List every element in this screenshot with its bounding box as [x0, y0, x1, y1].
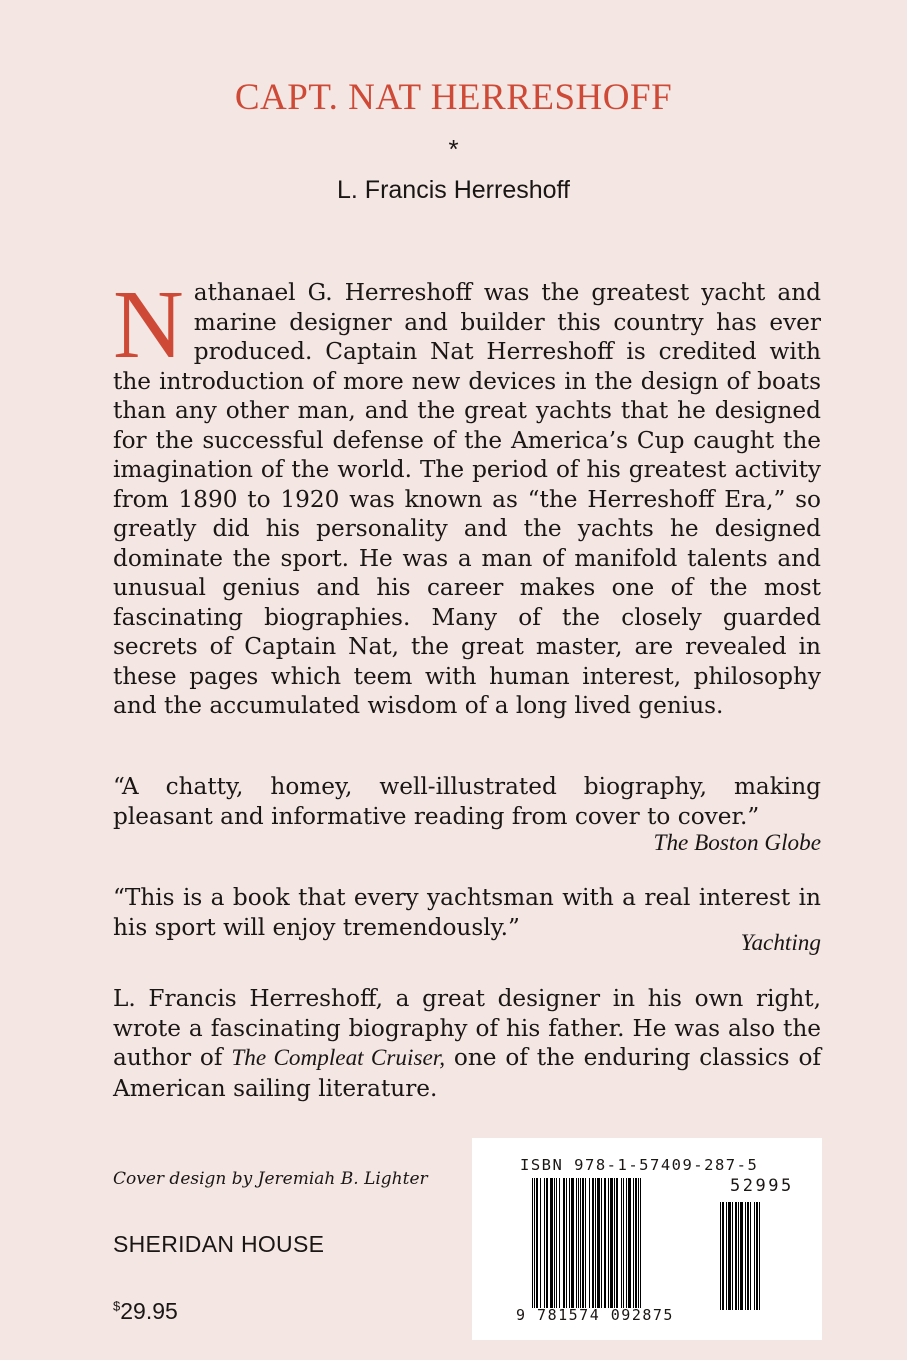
drop-cap: N — [113, 271, 184, 379]
barcode-gap — [641, 1178, 642, 1308]
price — [113, 1298, 178, 1325]
author-name: L. Francis Herreshoff — [337, 176, 570, 204]
price-supplement-number: 52995 — [730, 1176, 794, 1196]
review-source-2: Yachting — [740, 930, 821, 956]
author-bio-after: one of the enduring classics of American sailing literature. — [113, 1044, 821, 1102]
book-description — [113, 271, 821, 721]
ean-barcode — [532, 1178, 712, 1308]
ean-number: 9 781574 092875 — [516, 1306, 674, 1324]
author-bio-book-title: The Compleat Cruiser, — [231, 1045, 446, 1071]
title-separator: * — [448, 134, 459, 164]
review-quote-2: “This is a book that every yachtsman with a real interest in his sport will enjoy tremendously.” — [113, 884, 821, 941]
cover-credit: Cover design by Jeremiah B. Lighter — [113, 1169, 428, 1189]
barcode-gap — [760, 1202, 762, 1310]
price-amount: 29.95 — [120, 1298, 178, 1324]
author-bio — [113, 984, 821, 1103]
description-text: athanael G. Herreshoff was the greatest yacht and marine designer and builder this country has ever produced. Captain Nat Herreshoff is credited with the introduction of more new devices in the design of boats than any other man, and the great yachts that he designed for the successful defense of the America’s Cup caught the imagination of the world. The period of his greatest activity from 1890 to 1920 was known as “the Herreshoff Era,” so greatly did his personality and the yachts he designed dominate the sport. He was a man of manifold talents and unusual genius and his career makes one of the most fascinating biographies. Many of the closely guarded secrets of Captain Nat, the great master, are revealed in these pages which teem with human interest, philosophy and the accumulated wisdom of a long lived genius. — [113, 279, 821, 719]
supplement-barcode — [720, 1202, 802, 1310]
isbn-label: ISBN 978-1-57409-287-5 — [520, 1156, 759, 1174]
author-bio-before: L. Francis Herreshoff, a great designer in his own right, wrote a fascinating biography of his father. He was also the author of — [113, 985, 821, 1071]
price-currency: $ — [113, 1298, 121, 1314]
barcode-panel — [472, 1138, 822, 1340]
publisher-name: SHERIDAN HOUSE — [113, 1231, 325, 1257]
review-source-1: The Boston Globe — [653, 830, 821, 856]
review-quote-1: “A chatty, homey, well-illustrated biography, making pleasant and informative reading from cover to cover.” — [113, 773, 821, 830]
book-title: CAPT. NAT HERRESHOFF — [234, 77, 673, 118]
